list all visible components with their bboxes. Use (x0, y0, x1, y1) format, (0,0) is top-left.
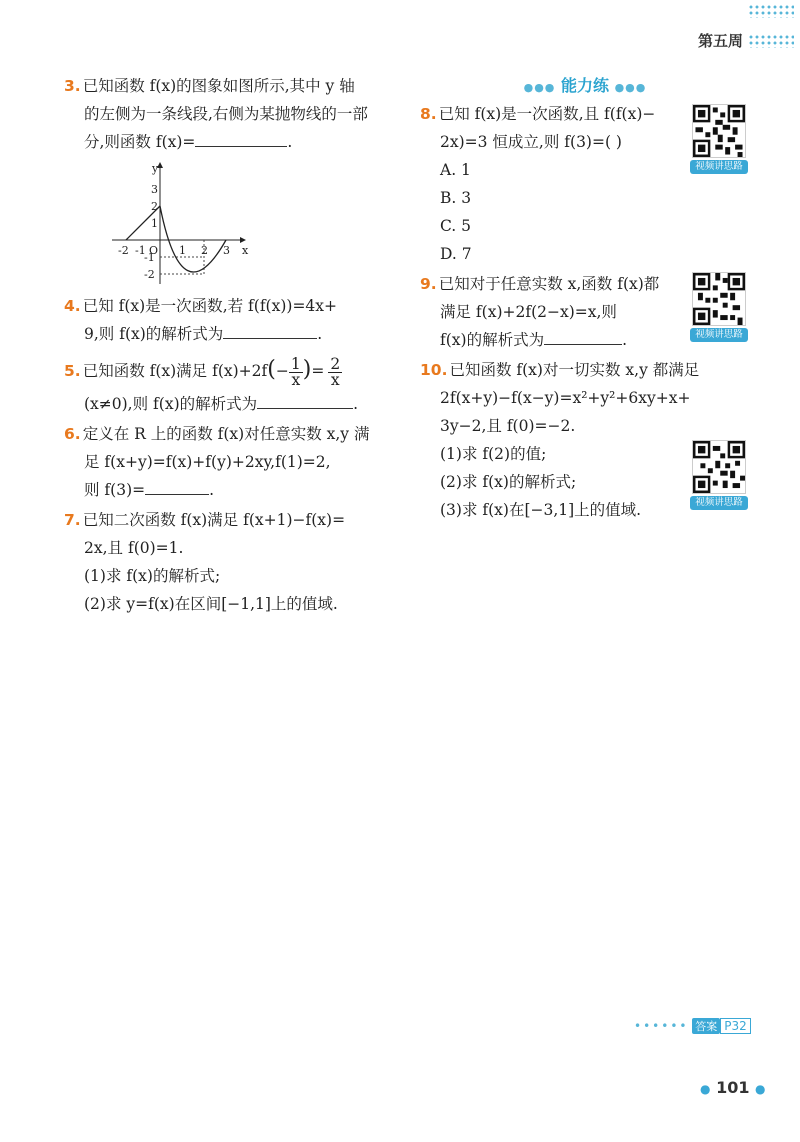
header-dot-pattern (748, 34, 794, 48)
question-text: (x≠0),则 f(x)的解析式为 (84, 395, 258, 413)
qr-video-8[interactable] (690, 104, 748, 174)
tick-label: 2 (201, 244, 208, 257)
dot-icon: ● (755, 1082, 766, 1096)
answer-reference[interactable] (634, 1018, 751, 1034)
question-text: . (353, 395, 359, 413)
answer-blank[interactable] (145, 476, 209, 495)
tick-label: -1 (144, 251, 155, 264)
function-graph (104, 160, 254, 288)
answer-tag: 答案 (692, 1018, 720, 1034)
question-text: 9,则 f(x)的解析式为 (84, 325, 224, 343)
sub-question: (2)求 f(x)的解析式; (440, 473, 577, 491)
answer-blank[interactable] (223, 320, 317, 339)
answer-blank[interactable] (195, 128, 287, 147)
question-text: 定义在 R 上的函数 f(x)对任意实数 x,y 满 (82, 425, 370, 443)
dot-icon: ● (700, 1082, 711, 1096)
question-number: 8. (420, 105, 437, 123)
qr-code-icon (692, 104, 746, 158)
question-text: 足 f(x+y)=f(x)+f(y)+2xy,f(1)=2, (84, 453, 331, 471)
parabola-curve (160, 206, 226, 272)
section-title (420, 72, 750, 100)
question-text: 的左侧为一条线段,右侧为某抛物线的一部 (84, 105, 368, 123)
tick-label: 3 (223, 244, 230, 257)
question-number: 6. (64, 425, 81, 443)
fraction: $\frac{2}{x}$ (330, 354, 341, 389)
sub-question: (1)求 f(2)的值; (440, 445, 547, 463)
question-6 (64, 420, 396, 504)
origin-label: O (149, 244, 159, 257)
qr-caption: 视频讲思路 (690, 496, 748, 510)
question-text: 满足 f(x)+2f(2−x)=x,则 (440, 303, 617, 321)
x-axis-label: x (242, 244, 249, 257)
option-b[interactable]: B. 3 (440, 189, 472, 207)
question-number: 9. (420, 275, 437, 293)
question-text: 2x,且 f(0)=1. (84, 539, 184, 557)
option-c[interactable]: C. 5 (440, 217, 472, 235)
equals-sign: = (311, 362, 325, 380)
tick-label: 3 (151, 183, 158, 196)
tick-label: 1 (151, 217, 158, 230)
question-5: 5. 已知函数 f(x)满足 f(x)+2f(− $\frac{1}{x}$ )= $\frac{2}{x}$ (x≠0),则 f(x)的解析式为 . (64, 354, 359, 413)
header-dot-pattern (748, 4, 794, 18)
page-number-text: 101 (716, 1078, 750, 1097)
tick-label: 2 (151, 200, 158, 213)
question-text: . (209, 481, 215, 499)
left-column (64, 72, 396, 620)
question-text: 已知二次函数 f(x)满足 f(x+1)−f(x)= (82, 511, 346, 529)
question-text: 分,则函数 f(x)= (84, 133, 196, 151)
tick-label: -2 (144, 268, 155, 281)
fraction: $\frac{1}{x}$ (290, 354, 301, 389)
question-text: 已知函数 f(x)满足 f(x)+2f (82, 362, 268, 380)
qr-code-icon (692, 440, 746, 494)
question-text: . (317, 325, 323, 343)
question-text: f(x)的解析式为 (440, 331, 545, 349)
dots-decoration: ●●● (614, 81, 647, 94)
question-text: 3y−2,且 f(0)=−2. (440, 417, 576, 435)
qr-caption: 视频讲思路 (690, 328, 748, 342)
page-number (700, 1078, 766, 1097)
question-number: 4. (64, 297, 81, 315)
answer-page-ref: P32 (720, 1018, 751, 1034)
sub-question: (2)求 y=f(x)在区间[−1,1]上的值域. (84, 595, 338, 613)
tick-label: -1 (135, 244, 146, 257)
answer-blank[interactable] (544, 326, 622, 345)
sub-question: (3)求 f(x)在[−3,1]上的值域. (440, 501, 642, 519)
x-axis-arrow-icon (240, 237, 246, 243)
question-number: 5. (64, 362, 81, 380)
question-7 (64, 506, 396, 618)
question-text: 已知 f(x)是一次函数,且 f(f(x)− (438, 105, 656, 123)
question-text: 2f(x+y)−f(x−y)=x²+y²+6xy+x+ (440, 389, 691, 407)
qr-video-9[interactable] (690, 272, 748, 342)
qr-caption: 视频讲思路 (690, 160, 748, 174)
question-text: 已知对于任意实数 x,函数 f(x)都 (438, 275, 660, 293)
qr-video-10[interactable] (690, 440, 748, 510)
question-text: 已知 f(x)是一次函数,若 f(f(x))=4x+ (82, 297, 338, 315)
tick-label: 1 (179, 244, 186, 257)
tick-label: -2 (118, 244, 129, 257)
question-text: 则 f(3)= (84, 481, 146, 499)
option-d[interactable]: D. 7 (440, 245, 472, 263)
answer-blank[interactable] (257, 390, 353, 409)
question-number: 7. (64, 511, 81, 529)
dots-decoration: •••••• (634, 1019, 689, 1033)
right-column (420, 72, 750, 526)
question-3 (64, 72, 396, 288)
option-a[interactable]: A. 1 (440, 161, 471, 179)
dots-decoration: ●●● (523, 81, 556, 94)
minus-sign: − (275, 362, 289, 380)
question-4 (64, 292, 396, 348)
question-text: 2x)=3 恒成立,则 f(3)=( ) (440, 133, 622, 151)
qr-code-icon (692, 272, 746, 326)
question-text: 已知函数 f(x)对一切实数 x,y 都满足 (449, 361, 700, 379)
question-text: . (287, 133, 293, 151)
sub-question: (1)求 f(x)的解析式; (84, 567, 221, 585)
question-text: . (622, 331, 628, 349)
week-label: 第五周 (698, 32, 744, 50)
question-text: 已知函数 f(x)的图象如图所示,其中 y 轴 (82, 77, 355, 95)
y-axis-label: y (152, 162, 159, 175)
section-title-text: 能力练 (560, 76, 609, 95)
question-number: 10. (420, 361, 448, 379)
question-number: 3. (64, 77, 81, 95)
